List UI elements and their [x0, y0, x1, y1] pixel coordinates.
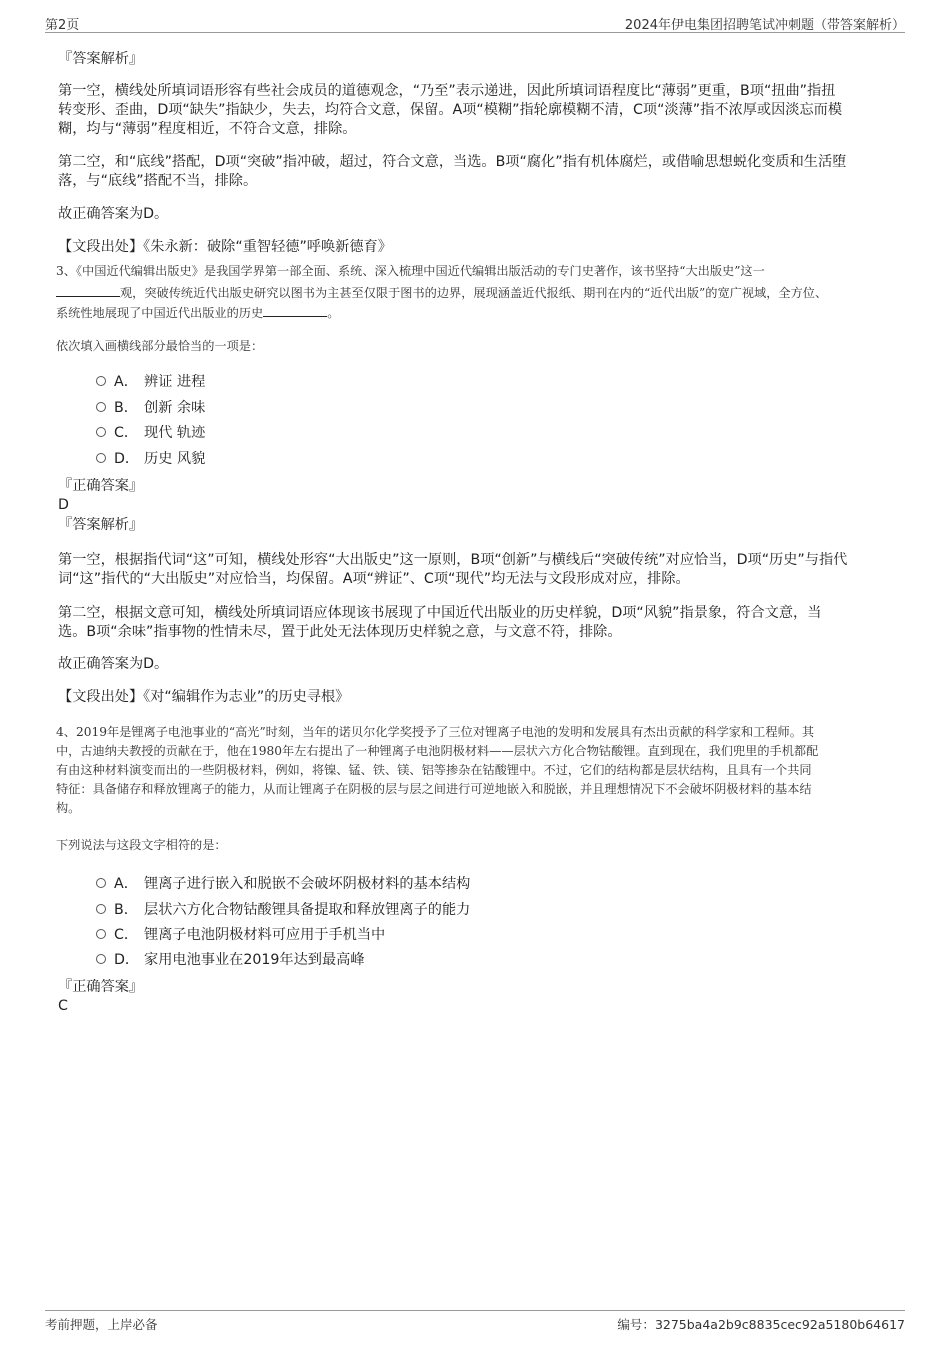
- q2-analysis-p1-line3: 糊，均与“薄弱”程度相近，不符合文意，排除。: [58, 121, 357, 137]
- q4-stem-line1: 4、2019年是锂离子电池事业的“高光”时刻，当年的诺贝尔化学奖授予了三位对锂离子电池的发明和发展具有杰出贡献的科学家和工程师。其: [56, 725, 815, 739]
- radio-icon[interactable]: [96, 402, 106, 412]
- q4-stem-line5: 构。: [56, 801, 81, 815]
- q2-source: 【文段出处】《朱永新：破除“重智轻德”呼唤新德育》: [58, 239, 392, 255]
- q3-stem-line2-text: 观，突破传统近代出版史研究以图书为主甚至仅限于图书的边界，展现涵盖近代报纸、期刊在内的“近代出版”的宽广视域，全方位、: [120, 286, 828, 300]
- q3-option-a[interactable]: A． 辨证 进程: [96, 371, 205, 391]
- radio-icon[interactable]: [96, 929, 106, 939]
- radio-icon[interactable]: [96, 878, 106, 888]
- q3-analysis-p1-line2: 词“这”指代的“大出版史”对应恰当，均保留。A项“辨证”、C项“现代”均无法与文段形成对应，排除。: [58, 571, 690, 587]
- q2-conclusion: 故正确答案为D。: [58, 206, 169, 222]
- q3-prompt: 依次填入画横线部分最恰当的一项是：: [56, 339, 264, 353]
- q3-option-c[interactable]: C． 现代 轨迹: [96, 422, 205, 442]
- q4-option-c[interactable]: C． 锂离子电池阴极材料可应用于手机当中: [96, 924, 385, 944]
- q3-option-b[interactable]: B． 创新 余味: [96, 397, 205, 417]
- q4-prompt: 下列说法与这段文字相符的是：: [56, 838, 227, 852]
- radio-icon[interactable]: [96, 904, 106, 914]
- q2-analysis-p1-line2: 转变形、歪曲，D项“缺失”指缺少，失去，均符合文意，保留。A项“模糊”指轮廓模糊不清，C项“淡薄”指不浓厚或因淡忘而模: [58, 102, 843, 118]
- q3-blank-1: [56, 284, 120, 297]
- q3-answer-heading: 『正确答案』: [58, 478, 144, 494]
- q4-option-b[interactable]: B． 层状六方化合物钴酸锂具备提取和释放锂离子的能力: [96, 899, 470, 919]
- code-value: 3275ba4a2b9c8835cec92a5180b64617: [654, 1317, 905, 1332]
- page-number: 第2页: [45, 18, 80, 33]
- q3-option-d[interactable]: D． 历史 风貌: [96, 448, 205, 468]
- q3-source: 【文段出处】《对“编辑作为志业”的历史寻根》: [58, 689, 350, 705]
- q3-stem-line3: [56, 304, 339, 322]
- q3-analysis-heading: 『答案解析』: [58, 517, 144, 533]
- q3-stem-line3-text: 系统性地展现了中国近代出版业的历史: [56, 306, 264, 320]
- q2-analysis-heading: 『答案解析』: [58, 51, 144, 67]
- radio-icon[interactable]: [96, 376, 106, 386]
- q3-analysis-p2-line1: 第二空，根据文意可知，横线处所填词语应体现该书展现了中国近代出版业的历史样貌，D项“风貌”指景象，符合文意，当: [58, 605, 822, 621]
- q4-stem-line4: 特征：具备储存和释放锂离子的能力，从而让锂离子在阴极的层与层之间进行可逆地嵌入和脱嵌，并且理想情况下不会破坏阴极材料的基本结: [56, 782, 812, 796]
- q3-stem-line1: 3、《中国近代编辑出版史》是我国学界第一部全面、系统、深入梳理中国近代编辑出版活动的专门史著作，该书坚持“大出版史”这一: [56, 264, 765, 278]
- q3-stem-line2: [56, 284, 827, 302]
- q3-answer: D: [58, 497, 69, 513]
- document-title: 2024年伊电集团招聘笔试冲刺题（带答案解析）: [624, 18, 905, 33]
- page-footer: [45, 1310, 905, 1335]
- document-code: [617, 1315, 905, 1333]
- q4-stem-line2: 中，古迪纳夫教授的贡献在于，他在1980年左右提出了一种锂离子电池阴极材料——层状六方化合物钴酸锂。直到现在，我们兜里的手机都配: [56, 744, 819, 758]
- radio-icon[interactable]: [96, 427, 106, 437]
- q4-option-d[interactable]: D． 家用电池事业在2019年达到最高峰: [96, 949, 365, 969]
- q2-analysis-p2-line1: 第二空，和“底线”搭配，D项“突破”指冲破，超过，符合文意，当选。B项“腐化”指有机体腐烂，或借喻思想蜕化变质和生活堕: [58, 154, 847, 170]
- footer-slogan: 考前押题，上岸必备: [45, 1317, 158, 1332]
- q4-answer-heading: 『正确答案』: [58, 979, 144, 995]
- q2-analysis-p2-line2: 落，与“底线”搭配不当，排除。: [58, 173, 258, 189]
- q3-stem-line3-end: 。: [327, 306, 340, 320]
- code-label: 编号：: [617, 1317, 655, 1332]
- q4-answer: C: [58, 998, 68, 1014]
- q4-option-a[interactable]: A． 锂离子进行嵌入和脱嵌不会破坏阴极材料的基本结构: [96, 873, 470, 893]
- q3-blank-2: [263, 304, 327, 317]
- q2-analysis-p1-line1: 第一空，横线处所填词语形容有些社会成员的道德观念，“乃至”表示递进，因此所填词语程度比“薄弱”更重，B项“扭曲”指扭: [58, 83, 836, 99]
- q3-analysis-p1-line1: 第一空，根据指代词“这”可知，横线处形容“大出版史”这一原则，B项“创新”与横线后“突破传统”对应恰当，D项“历史”与指代: [58, 552, 848, 568]
- radio-icon[interactable]: [96, 453, 106, 463]
- q3-analysis-p2-line2: 选。B项“余味”指事物的性情未尽，置于此处无法体现历史样貌之意，与文意不符，排除。: [58, 624, 622, 640]
- q3-conclusion: 故正确答案为D。: [58, 656, 169, 672]
- radio-icon[interactable]: [96, 954, 106, 964]
- page-header: [45, 12, 905, 33]
- q4-stem-line3: 有由这种材料演变而出的一些阴极材料，例如，将镍、锰、铁、镁、铝等掺杂在钴酸锂中。不过，它们的结构都是层状结构，且具有一个共同: [56, 763, 812, 777]
